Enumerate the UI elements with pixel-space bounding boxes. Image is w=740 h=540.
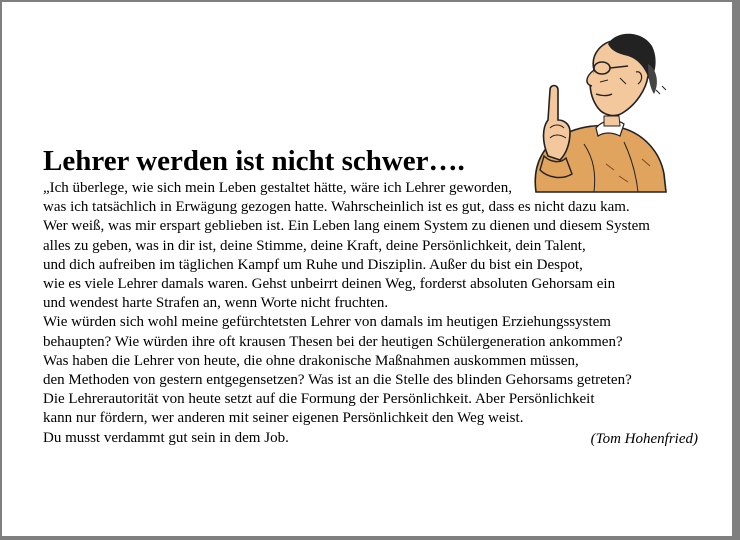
quote-line: alles zu geben, was in dir ist, deine Stimme, deine Kraft, deine Persönlichkeit, dein Talent, bbox=[43, 237, 586, 254]
quote-line: und wendest harte Strafen an, wenn Worte nicht fruchten. bbox=[43, 295, 389, 312]
quote-line: den Methoden von gestern entgegensetzen? Was ist an die Stelle des blinden Gehorsams getreten? bbox=[43, 372, 632, 389]
document-page bbox=[2, 2, 732, 536]
quote-line: „Ich überlege, wie sich mein Leben gestaltet hätte, wäre ich Lehrer geworden, bbox=[43, 180, 512, 196]
quote-line: was ich tatsächlich in Erwägung gezogen hatte. Wahrscheinlich ist es gut, dass es nicht dazu kam. bbox=[43, 199, 630, 216]
quote-line: und dich aufreiben im täglichen Kampf um Ruhe und Disziplin. Außer du bist ein Despot, bbox=[43, 256, 583, 273]
quote-line: Wer weiß, was mir erspart geblieben ist. Ein Leben lang einem System zu dienen und diesem System bbox=[43, 218, 650, 235]
quote-body bbox=[43, 179, 703, 448]
teacher-raised-finger-illustration bbox=[524, 24, 669, 194]
raised-hand-shape bbox=[544, 86, 571, 161]
quote-line: Die Lehrerautorität von heute setzt auf die Formung der Persönlichkeit. Aber Persönlichkeit bbox=[43, 391, 595, 408]
quote-line: behaupten? Wie würden ihre oft krausen Thesen bei der heutigen Schülergeneration ankommen? bbox=[43, 333, 623, 350]
quote-line: wie es viele Lehrer damals waren. Gehst unbeirrt deinen Weg, forderst absoluten Gehorsam ein bbox=[43, 276, 616, 293]
quote-line: Du musst verdammt gut sein in dem Job. bbox=[43, 429, 289, 446]
quote-line: Was haben die Lehrer von heute, die ohne drakonische Maßnahmen auskommen müssen, bbox=[43, 352, 579, 369]
quote-line: kann nur fördern, wer anderen mit seiner eigenen Persönlichkeit den Weg weist. bbox=[43, 410, 524, 427]
attribution: (Tom Hohenfried) bbox=[590, 431, 698, 447]
quote-line: Wie würden sich wohl meine gefürchtetsten Lehrer von damals im heutigen Erziehungssystem bbox=[43, 314, 611, 331]
page-title: Lehrer werden ist nicht schwer…. bbox=[43, 145, 465, 177]
